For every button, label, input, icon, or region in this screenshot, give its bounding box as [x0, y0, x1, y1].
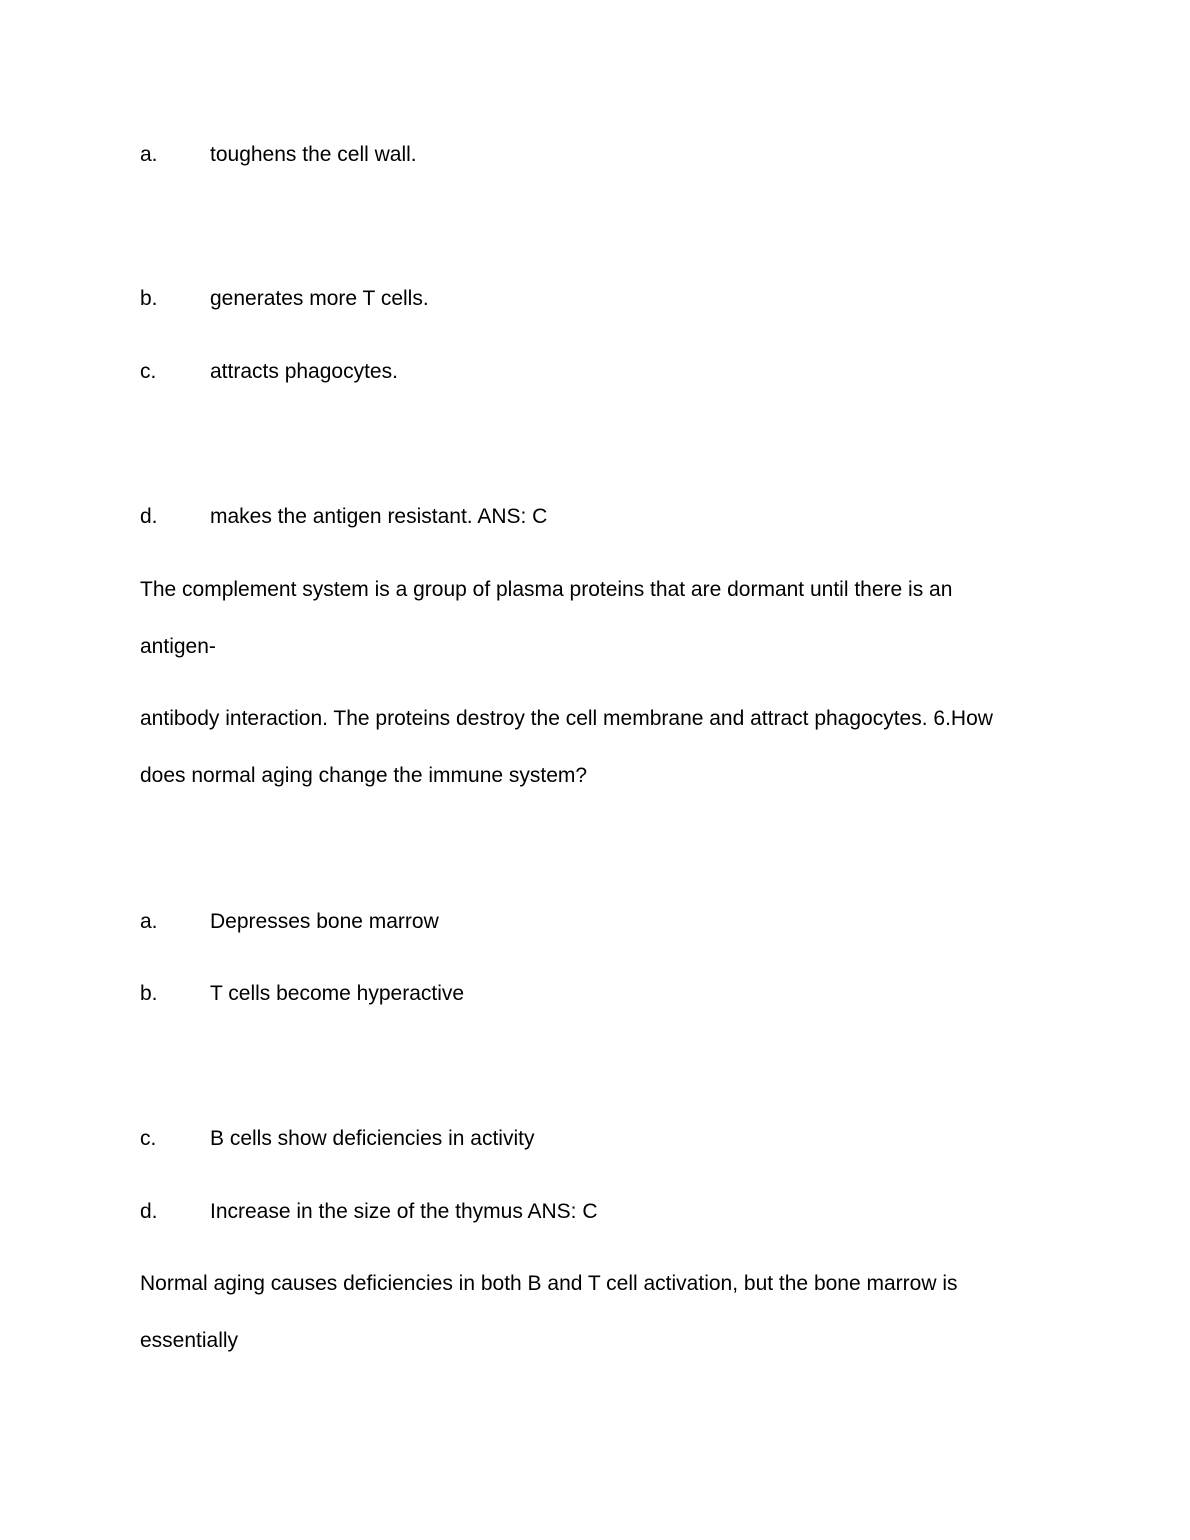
q5-rationale-line-2: antigen- [140, 635, 216, 658]
option-text: Depresses bone marrow [210, 910, 439, 933]
option-letter: c. [140, 360, 157, 383]
q6-rationale-line-1: Normal aging causes deficiencies in both B and T cell activation, but the bone marrow is [140, 1272, 958, 1295]
option-text: toughens the cell wall. [210, 143, 417, 166]
option-letter: d. [140, 1200, 158, 1223]
option-letter: a. [140, 143, 158, 166]
option-letter: a. [140, 910, 158, 933]
q6-question-line: does normal aging change the immune system? [140, 764, 588, 787]
q5-rationale-line-1: The complement system is a group of plasma proteins that are dormant until there is an [140, 578, 953, 601]
option-letter: b. [140, 287, 158, 310]
option-text: T cells become hyperactive [210, 982, 465, 1005]
option-letter: b. [140, 982, 158, 1005]
option-text: attracts phagocytes. [210, 360, 398, 383]
option-text: Increase in the size of the thymus ANS: C [210, 1200, 598, 1223]
option-letter: c. [140, 1127, 157, 1150]
q5-rationale-line-3: antibody interaction. The proteins destroy the cell membrane and attract phagocytes. 6.How [140, 707, 993, 730]
q6-rationale-line-2: essentially [140, 1329, 239, 1352]
option-letter: d. [140, 505, 158, 528]
option-text: generates more T cells. [210, 287, 429, 310]
option-text: makes the antigen resistant. ANS: C [210, 505, 548, 528]
option-text: B cells show deficiencies in activity [210, 1127, 535, 1150]
